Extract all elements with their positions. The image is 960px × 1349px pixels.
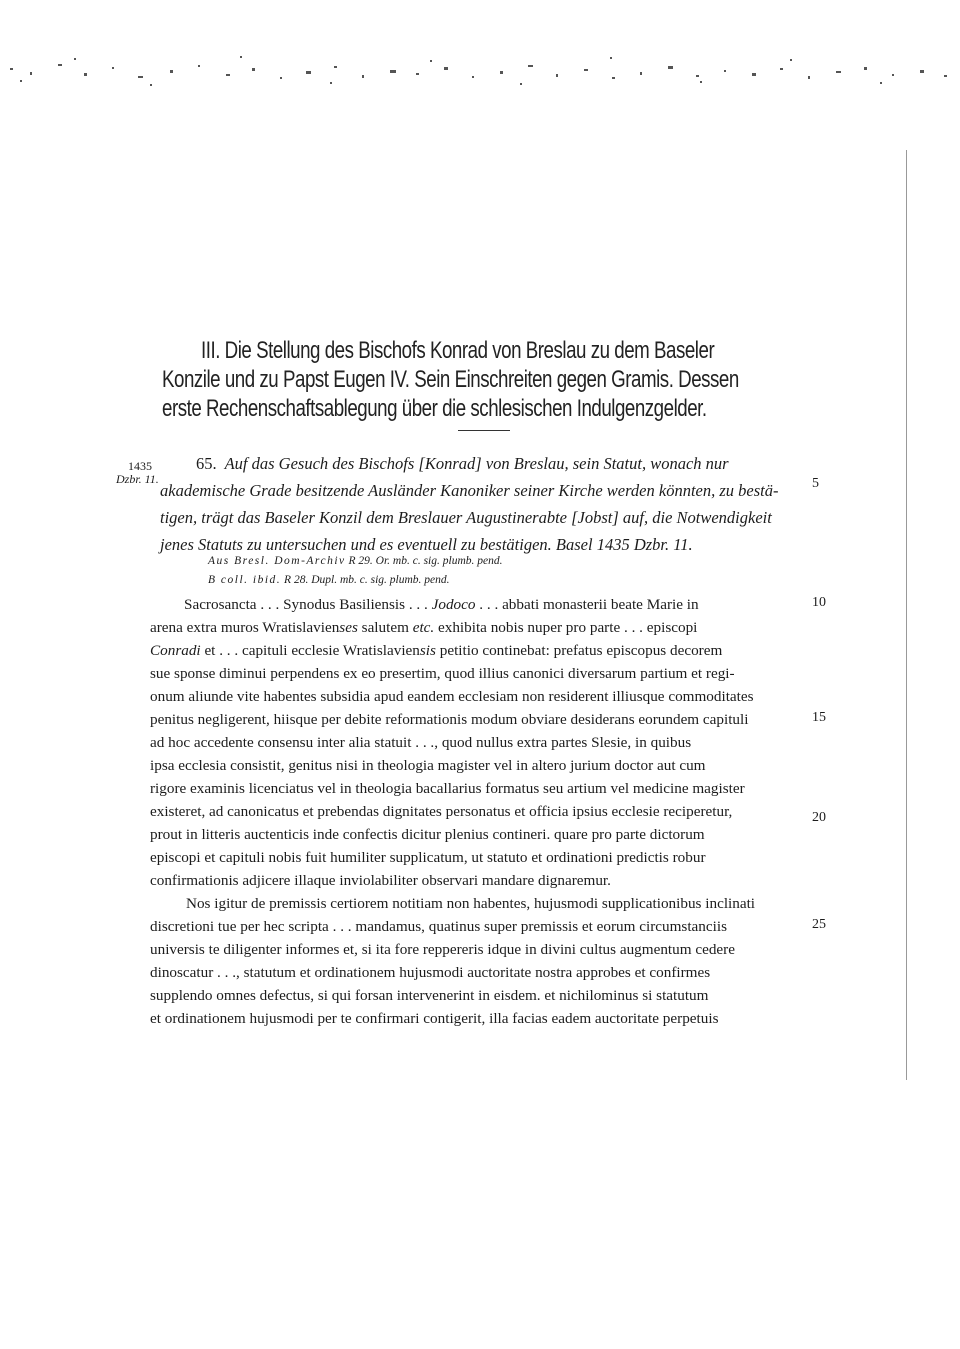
source-detail-1: R 29. Or. mb. c. sig. plumb. pend.	[348, 555, 503, 567]
source-line-1	[208, 552, 502, 571]
heading-line-1: III. Die Stellung des Bischofs Konrad von Breslau zu dem Baseler	[201, 337, 715, 364]
body-text: petitio continebat: prefatus episcopus decorem	[435, 642, 723, 659]
source-copy: B coll. ibid.	[208, 574, 282, 586]
body-line-1	[150, 593, 810, 616]
document-number: 65.	[196, 454, 217, 473]
body-text: et . . . capituli ecclesie Wratislavien	[200, 642, 420, 659]
body-line-17: dinoscatur . . ., statutum et ordinationem hujusmodi auctoritate nostra approbes et confirmes	[150, 964, 711, 981]
margin-year: 1435	[128, 459, 152, 473]
body-text: arena extra muros Wratislavien	[150, 619, 340, 636]
chapter-heading	[162, 336, 739, 423]
source-detail-2: R 28. Dupl. mb. c. sig. plumb. pend.	[284, 574, 450, 586]
body-line-13: confirmationis adjicere illaque inviolabiliter observari mandare dignaremur.	[150, 872, 611, 889]
body-line-8: ipsa ecclesia consistit, genitus nisi in theologia magister vel in altero jurium doctor aut cum	[150, 757, 706, 774]
summary-line-1	[160, 450, 820, 477]
body-line-3	[150, 639, 810, 662]
body-text: salutem	[357, 619, 413, 636]
body-line-19: et ordinationem hujusmodi per te confirmari contigerit, illa facias eadem auctoritate perpetuis	[150, 1010, 719, 1027]
document-summary	[160, 450, 820, 558]
margin-day: Dzbr. 11.	[116, 472, 159, 486]
body-line-7: ad hoc accedente consensu inter alia statuit . . ., quod nullus extra partes Slesie, in quibus	[150, 734, 692, 751]
body-line-5: onum aliunde vite habentes subsidia apud eandem ecclesiam non residerent illiusque commoditates	[150, 688, 754, 705]
heading-line-3: erste Rechenschaftsablegung über die schlesischen Indulgenzgelder.	[162, 395, 707, 422]
line-number-20: 20	[812, 810, 826, 825]
line-number-10: 10	[812, 595, 826, 610]
scan-speckle-band	[0, 46, 960, 96]
body-line-15: discretioni tue per hec scripta . . . mandamus, quatinus super premissis et eorum circumstanciis	[150, 918, 727, 935]
line-number-15: 15	[812, 710, 826, 725]
body-line-4: sue sponse diminui perpendens ex eo presertim, quod illius canonici diversarum partium et regi-	[150, 665, 735, 682]
summary-text-1: Auf das Gesuch des Bischofs [Konrad] von Breslau, sein Statut, wonach nur	[224, 454, 729, 473]
body-line-16: universis te diligenter informes et, si ita fore reppereris idque in divini cultus augmentum cedere	[150, 941, 735, 958]
source-archive: Aus Bresl. Dom-Archiv	[208, 555, 346, 567]
body-line-14: Nos igitur de premissis certiorem notitiam non habentes, hujusmodi supplicationibus inclinati	[186, 895, 756, 912]
body-line-11: prout in litteris auctenticis inde confectis dicitur plenius contineri. quare pro parte dictorum	[150, 826, 705, 843]
source-references	[208, 552, 502, 590]
body-name-jodoco: Jodoco	[431, 596, 476, 613]
body-text: . . . abbati monasterii beate Marie in	[475, 596, 699, 613]
document-body	[150, 593, 810, 1030]
line-number-5: 5	[812, 476, 819, 491]
scan-edge-line	[905, 150, 908, 1080]
body-suffix: sis	[419, 642, 436, 659]
body-line-9: rigore examinis licenciatus vel in theologia bacallarius formatus seu artium vel medicine magister	[150, 780, 745, 797]
body-text: Sacrosancta . . . Synodus Basiliensis . . .	[184, 596, 432, 613]
body-line-2	[150, 616, 810, 639]
body-name-conradi: Conradi	[150, 642, 201, 659]
line-number-25: 25	[812, 917, 826, 932]
margin-date	[116, 460, 159, 486]
body-line-18: supplendo omnes defectus, si qui forsan intervenerint in eisdem. et nichilominus si statutum	[150, 987, 709, 1004]
body-etc: etc.	[412, 619, 435, 636]
body-line-6: penitus negligerent, hiisque per debite reformationis modum obviare desiderans eorundem capituli	[150, 711, 749, 728]
summary-line-4: jenes Statuts zu untersuchen und es eventuell zu bestätigen. Basel 1435 Dzbr. 11.	[160, 535, 693, 554]
body-line-10: existeret, ad canonicatus et prebendas dignitates personatus et officia ipsius ecclesie reciperetur,	[150, 803, 733, 820]
summary-line-2: akademische Grade besitzende Ausländer Kanoniker seiner Kirche werden könnten, zu bestä-	[160, 481, 779, 500]
summary-line-3: tigen, trägt das Baseler Konzil dem Breslauer Augustinerabte [Jobst] auf, die Notwendigkeit	[160, 508, 772, 527]
body-suffix: ses	[339, 619, 358, 636]
heading-line-2: Konzile und zu Papst Eugen IV. Sein Einschreiten gegen Gramis. Dessen	[162, 366, 739, 393]
separator-rule	[458, 430, 510, 431]
body-line-12: episcopi et capituli nobis fuit humiliter supplicatum, ut statuto et ordinationi predictis robur	[150, 849, 706, 866]
body-text: exhibita nobis nuper pro parte . . . episcopi	[434, 619, 698, 636]
source-line-2	[208, 571, 502, 590]
